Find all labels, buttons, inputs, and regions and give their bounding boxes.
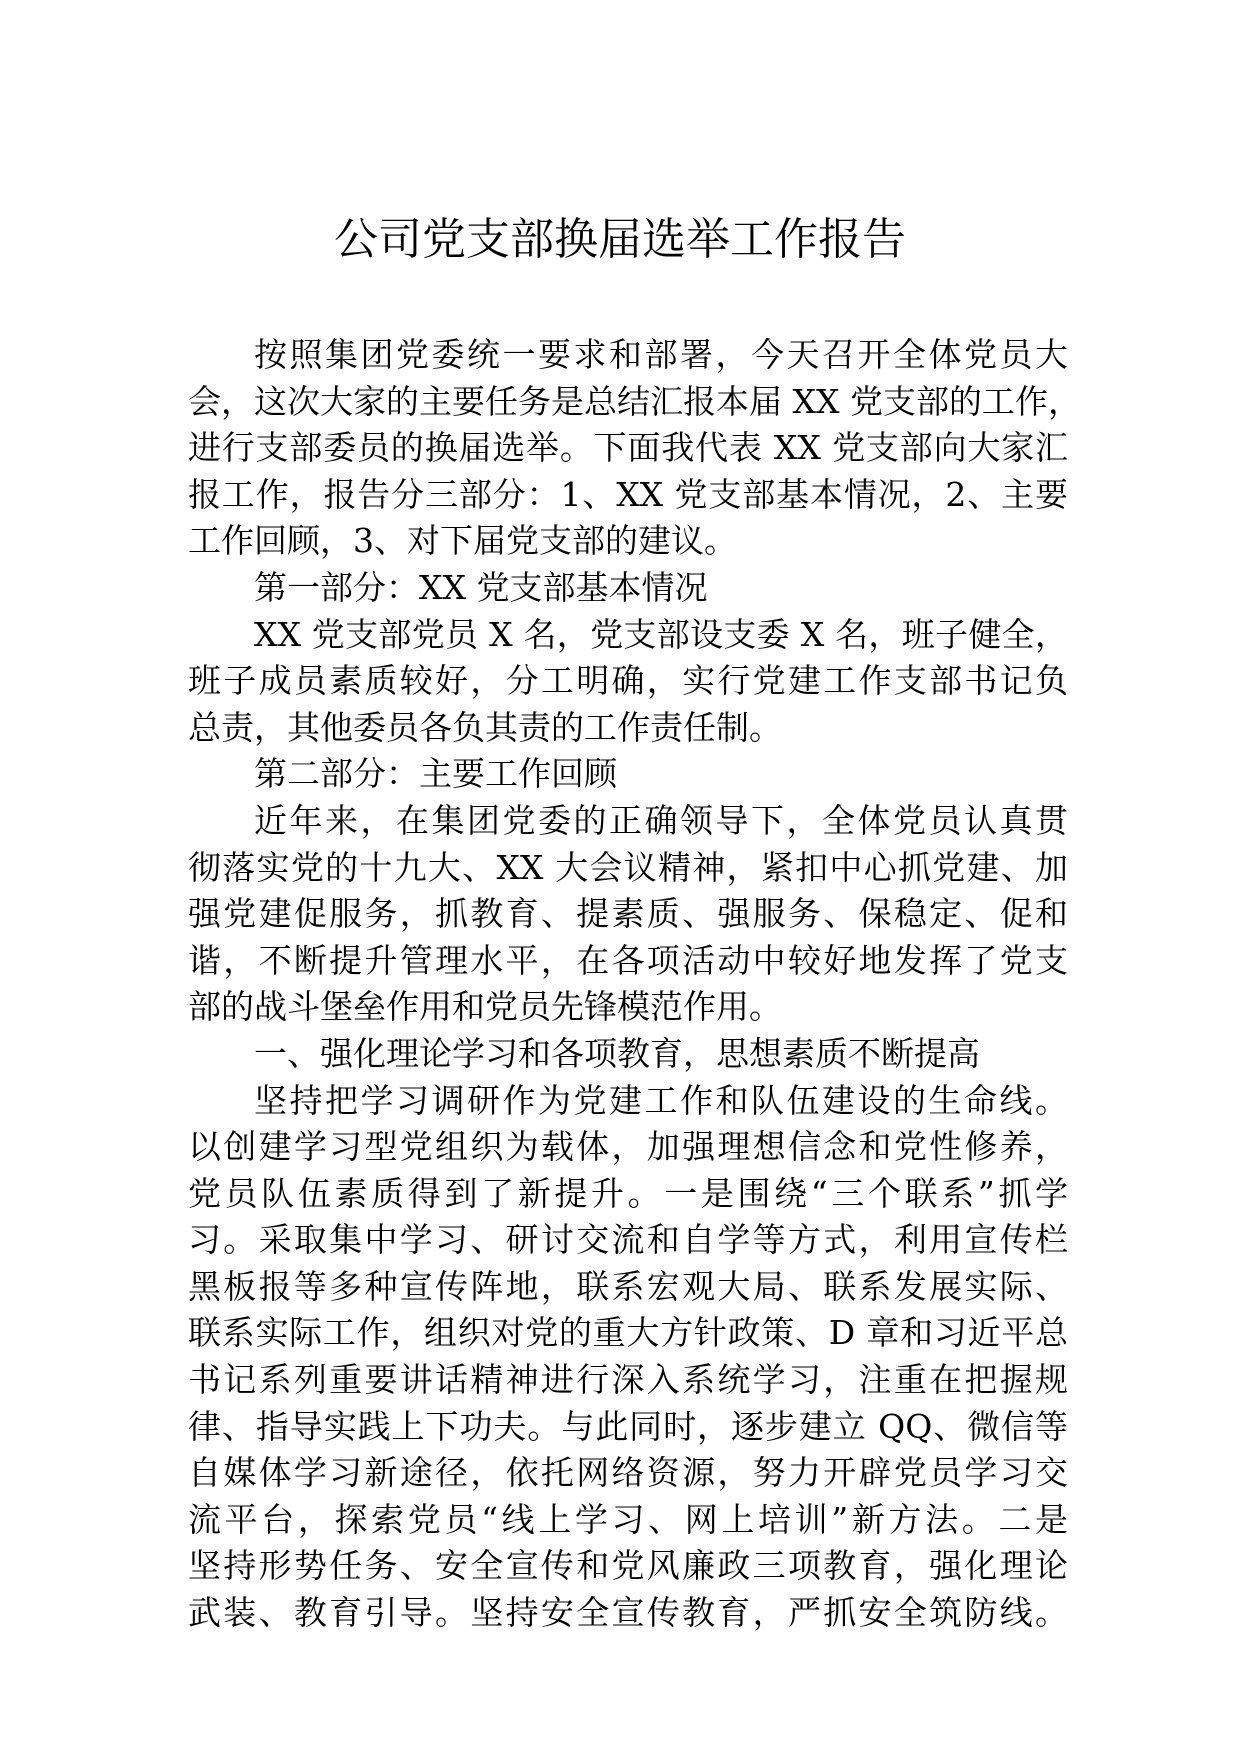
body-line: 进行支部委员的换届选举。下面我代表 XX 党支部向大家汇 xyxy=(188,428,1068,468)
body-line: 律、指导实践上下功夫。与此同时，逐步建立 QQ、微信等 xyxy=(188,1406,1068,1446)
body-line: 武装、教育引导。坚持安全宣传教育，严抓安全筑防线。 xyxy=(188,1593,1068,1633)
body-line: 联系实际工作，组织对党的重大方针政策、D 章和习近平总 xyxy=(188,1313,1068,1353)
body-line: XX 党支部党员 X 名，党支部设支委 X 名，班子健全， xyxy=(254,614,1068,654)
body-line: 习。采取集中学习、研讨交流和自学等方式，利用宣传栏 xyxy=(188,1220,1068,1260)
body-line: 总责，其他委员各负其责的工作责任制。 xyxy=(188,707,782,747)
body-line: 党员队伍素质得到了新提升。一是围绕“三个联系”抓学 xyxy=(188,1173,1068,1213)
body-line: 会，这次大家的主要任务是总结汇报本届 XX 党支部的工作， xyxy=(188,381,1081,421)
body-line: 黑板报等多种宣传阵地，联系宏观大局、联系发展实际、 xyxy=(188,1266,1068,1306)
body-line: 以创建学习型党组织为载体，加强理想信念和党性修养， xyxy=(188,1127,1068,1167)
body-line: 部的战斗堡垒作用和党员先锋模范作用。 xyxy=(188,987,782,1027)
document-body xyxy=(188,332,1081,1637)
body-line: 坚持把学习调研作为党建工作和队伍建设的生命线。 xyxy=(254,1080,1068,1120)
body-line: 谐，不断提升管理水平，在各项活动中较好地发挥了党支 xyxy=(188,940,1068,980)
body-line: 一、强化理论学习和各项教育，思想素质不断提高 xyxy=(254,1033,980,1073)
document-title: 公司党支部换届选举工作报告 xyxy=(334,214,906,265)
body-line: 按照集团党委统一要求和部署，今天召开全体党员大 xyxy=(254,335,1068,374)
body-line: 流平台，探索党员“线上学习、网上培训”新方法。二是 xyxy=(188,1499,1068,1539)
body-line: 坚持形势任务、安全宣传和党风廉政三项教育，强化理论 xyxy=(188,1546,1068,1586)
body-line: 第一部分：XX 党支部基本情况 xyxy=(254,567,708,607)
body-line: 近年来，在集团党委的正确领导下，全体党员认真贯 xyxy=(254,800,1068,840)
body-line: 第二部分：主要工作回顾 xyxy=(254,754,617,794)
body-line: 彻落实党的十九大、XX 大会议精神，紧扣中心抓党建、加 xyxy=(188,847,1068,887)
body-line: 自媒体学习新途径，依托网络资源，努力开辟党员学习交 xyxy=(188,1453,1068,1493)
body-line: 书记系列重要讲话精神进行深入系统学习，注重在把握规 xyxy=(188,1360,1068,1400)
body-line: 强党建促服务，抓教育、提素质、强服务、保稳定、促和 xyxy=(188,894,1068,934)
body-line: 工作回顾，3、对下届党支部的建议。 xyxy=(188,521,737,561)
body-line: 班子成员素质较好，分工明确，实行党建工作支部书记负 xyxy=(188,661,1068,701)
body-line: 报工作，报告分三部分：1、XX 党支部基本情况，2、主要 xyxy=(188,474,1068,514)
